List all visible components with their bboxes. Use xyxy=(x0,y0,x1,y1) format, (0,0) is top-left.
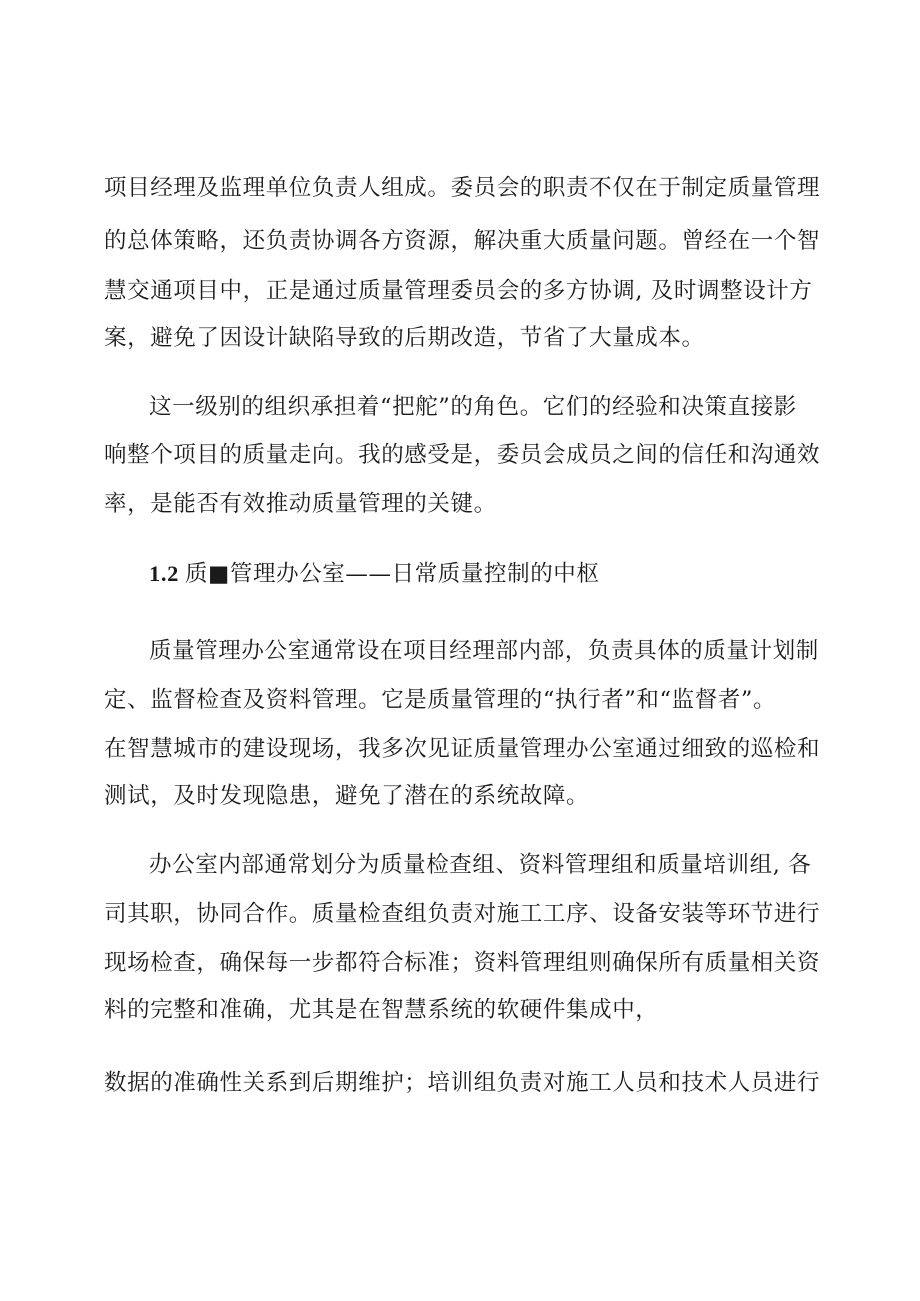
paragraph-4-line-4: 料的完整和准确，尤其是在智慧系统的软硬件集成中， xyxy=(104,997,659,1023)
paragraph-5-line-1: 数据的准确性关系到后期维护；培训组负责对施工人员和技术人员进行 xyxy=(104,1070,821,1096)
paragraph-1-line-4: 案，避免了因设计缺陷导致的后期改造，节省了大量成本。 xyxy=(104,325,705,351)
paragraph-1-line-3: 慧交通项目中，正是通过质量管理委员会的多方协调, 及时调整设计方 xyxy=(104,278,813,304)
paragraph-1-line-2: 的总体策略，还负责协调各方资源，解决重大质量问题。曾经在一个智 xyxy=(104,228,821,254)
paragraph-2-line-3: 率，是能否有效推动质量管理的关键。 xyxy=(104,491,497,517)
paragraph-2-line-2: 响整个项目的质量走向。我的感受是，委员会成员之间的信任和沟通效 xyxy=(104,442,821,468)
section-title: 质■管理办公室——日常质量控制的中枢 xyxy=(184,561,600,587)
section-heading xyxy=(149,559,600,589)
paragraph-2-line-1: 这一级别的组织承担着“把舵”的角色。它们的经验和决策直接影 xyxy=(149,394,797,420)
section-number: 1.2 xyxy=(149,561,179,586)
paragraph-4-line-3: 现场检查，确保每一步都符合标准；资料管理组则确保所有质量相关资 xyxy=(104,950,821,976)
paragraph-3-line-3: 在智慧城市的建设现场，我多次见证质量管理办公室通过细致的巡检和 xyxy=(104,736,821,762)
paragraph-4-line-1: 办公室内部通常划分为质量检查组、资料管理组和质量培训组, 各 xyxy=(149,852,812,878)
paragraph-3-line-1: 质量管理办公室通常设在项目经理部内部，负责具体的质量计划制 xyxy=(149,638,819,664)
paragraph-3-line-4: 测试，及时发现隐患，避免了潜在的系统故障。 xyxy=(104,783,590,809)
paragraph-3-line-2: 定、监督检查及资料管理。它是质量管理的“执行者”和“监督者”。 xyxy=(104,687,777,713)
paragraph-1-line-1: 项目经理及监理单位负责人组成。委员会的职责不仅在于制定质量管理 xyxy=(104,175,821,201)
paragraph-4-line-2: 司其职，协同合作。质量检查组负责对施工工序、设备安装等环节进行 xyxy=(104,901,821,927)
